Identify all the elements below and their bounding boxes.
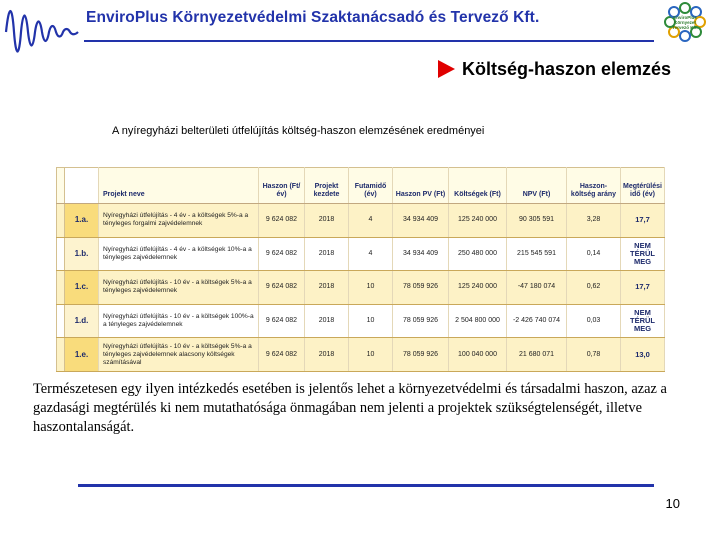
row-strip [57,338,65,372]
row-koltsegek: 2 504 800 000 [449,304,507,338]
row-koltsegek: 125 240 000 [449,204,507,238]
row-koltsegek: 125 240 000 [449,271,507,305]
row-haszon-pv: 34 934 409 [393,237,449,271]
row-npv: -47 180 074 [507,271,567,305]
row-futamido: 10 [349,338,393,372]
row-id: 1.c. [65,271,99,305]
row-kezdet: 2018 [305,204,349,238]
row-project-name: Nyíregyházi útfelújítás - 4 év - a költségek 10%-a a tényleges zajvédelemnek [99,237,259,271]
row-strip [57,271,65,305]
footer-divider [78,484,654,487]
header-megterulesi-ido: Megtérülési idő (év) [621,168,665,204]
row-id: 1.a. [65,204,99,238]
table-header-row [57,168,665,204]
page-number: 10 [665,496,680,511]
row-strip [57,304,65,338]
table-row [57,271,665,305]
row-haszon-pv: 78 059 926 [393,304,449,338]
red-arrow-icon [438,60,455,78]
section-heading [438,56,671,82]
row-megterulesi: NEM TÉRÜL MEG [621,237,665,271]
row-koltsegek: 100 040 000 [449,338,507,372]
header-strip [57,168,65,204]
row-strip [57,204,65,238]
row-haszon: 9 624 082 [259,338,305,372]
header-id [65,168,99,204]
row-project-name: Nyíregyházi útfelújítás - 10 év - a költségek 100%-a a tényleges zajvédelemnek [99,304,259,338]
company-name: EnviroPlus Környezetvédelmi Szaktanácsadó és Tervező Kft. [86,9,540,26]
header-npv: NPV (Ft) [507,168,567,204]
header-haszon: Haszon (Ft/év) [259,168,305,204]
section-heading-text: Költség-haszon elemzés [462,58,672,79]
row-kezdet: 2018 [305,304,349,338]
row-haszon: 9 624 082 [259,237,305,271]
body-paragraph: Természetesen egy ilyen intézkedés esetében is jelentős lehet a környezetvédelmi és társadalmi haszon, azaz a gazdasági megtérülés ki nem mutathatósága önmagában nem jelenti a projektek szükségtelenségét, illetve haszontalanságát. [33,381,667,435]
row-megterulesi: 17,7 [621,204,665,238]
row-arany: 0,03 [567,304,621,338]
row-npv: 215 545 591 [507,237,567,271]
row-project-name: Nyíregyházi útfelújítás - 4 év - a költségek 5%-a a tényleges forgalmi zajvédelemnek [99,204,259,238]
row-npv: 21 680 071 [507,338,567,372]
row-futamido: 4 [349,237,393,271]
table-row [57,304,665,338]
table-row [57,237,665,271]
row-haszon-pv: 78 059 926 [393,338,449,372]
row-arany: 0,14 [567,237,621,271]
row-arany: 0,78 [567,338,621,372]
header-divider [84,40,654,42]
row-arany: 0,62 [567,271,621,305]
row-kezdet: 2018 [305,237,349,271]
header-koltsegek: Költségek (Ft) [449,168,507,204]
row-id: 1.b. [65,237,99,271]
row-strip [57,237,65,271]
row-koltsegek: 250 480 000 [449,237,507,271]
row-id: 1.d. [65,304,99,338]
row-megterulesi: 17,7 [621,271,665,305]
row-haszon-pv: 34 934 409 [393,204,449,238]
row-haszon: 9 624 082 [259,204,305,238]
row-megterulesi: 13,0 [621,338,665,372]
row-arany: 3,28 [567,204,621,238]
row-haszon: 9 624 082 [259,304,305,338]
row-futamido: 4 [349,204,393,238]
wave-logo-icon [4,0,80,62]
header-haszon-koltseg-arany: Haszon-költség arány [567,168,621,204]
row-megterulesi: NEM TÉRÜL MEG [621,304,665,338]
row-futamido: 10 [349,271,393,305]
emblem-caption: EnviroPlus Környezet Tervező Kft. [672,15,698,30]
row-kezdet: 2018 [305,271,349,305]
row-project-name: Nyíregyházi útfelújítás - 10 év - a költségek 5%-a a tényleges zajvédelemnek alacsony költségek számításával [99,338,259,372]
row-haszon-pv: 78 059 926 [393,271,449,305]
header-projekt-neve: Projekt neve [99,168,259,204]
row-futamido: 10 [349,304,393,338]
table-caption: A nyíregyházi belterületi útfelújítás költség-haszon elemzésének eredményei [112,125,485,137]
header-haszon-pv: Haszon PV (Ft) [393,168,449,204]
cost-benefit-table [56,167,665,372]
row-haszon: 9 624 082 [259,271,305,305]
row-npv: -2 426 740 074 [507,304,567,338]
row-npv: 90 305 591 [507,204,567,238]
header-projekt-kezdete: Projekt kezdete [305,168,349,204]
row-project-name: Nyíregyházi útfelújítás - 10 év - a költségek 5%-a a tényleges zajvédelemnek [99,271,259,305]
row-id: 1.e. [65,338,99,372]
table-row [57,204,665,238]
header-futamido: Futamidő (év) [349,168,393,204]
table-row [57,338,665,372]
row-kezdet: 2018 [305,338,349,372]
